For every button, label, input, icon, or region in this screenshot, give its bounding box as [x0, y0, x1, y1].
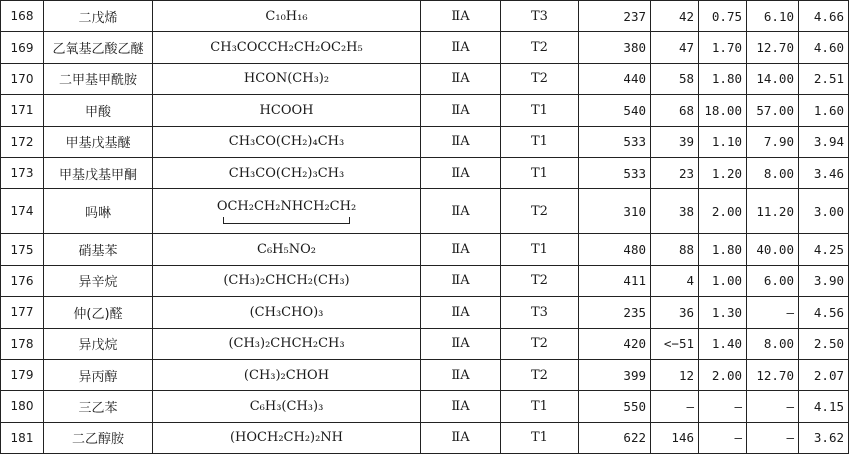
ignition-temperature-cell: 237 — [579, 1, 651, 32]
chemical-formula-cell: (CH₃)₂CHCH₂CH₃ — [153, 328, 421, 359]
vapor-density-cell: 2.51 — [799, 63, 849, 94]
table-row — [1, 328, 849, 359]
explosion-class-cell: ⅡA — [421, 1, 501, 32]
chemical-formula-cell: C₁₀H₁₆ — [153, 1, 421, 32]
flash-point-cell: 146 — [651, 422, 699, 453]
temperature-group-cell: T1 — [501, 422, 579, 453]
chemical-formula-cell: (CH₃)₂CHOH — [153, 359, 421, 390]
lower-explosive-limit-cell: 1.80 — [699, 234, 747, 265]
vapor-density-cell: 4.25 — [799, 234, 849, 265]
vapor-density-cell: 2.07 — [799, 359, 849, 390]
temperature-group-cell: T1 — [501, 126, 579, 157]
temperature-group-cell: T1 — [501, 157, 579, 188]
table-row — [1, 157, 849, 188]
table-row — [1, 189, 849, 234]
flash-point-cell: 58 — [651, 63, 699, 94]
upper-explosive-limit-cell: 6.00 — [747, 265, 799, 296]
temperature-group-cell: T2 — [501, 359, 579, 390]
vapor-density-cell: 3.46 — [799, 157, 849, 188]
chemical-formula-cell: C₆H₃(CH₃)₃ — [153, 391, 421, 422]
lower-explosive-limit-cell: 0.75 — [699, 1, 747, 32]
row-number-cell: 171 — [1, 95, 44, 126]
vapor-density-cell: 3.00 — [799, 189, 849, 234]
vapor-density-cell: 2.50 — [799, 328, 849, 359]
temperature-group-cell: T3 — [501, 297, 579, 328]
substance-name-cell: 异辛烷 — [44, 265, 153, 296]
table-row — [1, 297, 849, 328]
upper-explosive-limit-cell: 11.20 — [747, 189, 799, 234]
upper-explosive-limit-cell: 40.00 — [747, 234, 799, 265]
ring-formula — [217, 199, 356, 224]
flash-point-cell: 42 — [651, 1, 699, 32]
explosion-class-cell: ⅡA — [421, 297, 501, 328]
substance-name-cell: 异戊烷 — [44, 328, 153, 359]
substance-name-cell: 吗啉 — [44, 189, 153, 234]
row-number-cell: 181 — [1, 422, 44, 453]
flash-point-cell: 68 — [651, 95, 699, 126]
flash-point-cell: <−51 — [651, 328, 699, 359]
explosion-class-cell: ⅡA — [421, 391, 501, 422]
ring-bond-bracket — [223, 217, 350, 224]
lower-explosive-limit-cell: — — [699, 391, 747, 422]
table-row — [1, 1, 849, 32]
substance-name-cell: 甲基戊基甲酮 — [44, 157, 153, 188]
flash-point-cell: 47 — [651, 32, 699, 63]
lower-explosive-limit-cell: 1.10 — [699, 126, 747, 157]
vapor-density-cell: 4.66 — [799, 1, 849, 32]
chemical-formula-cell: (CH₃CHO)₃ — [153, 297, 421, 328]
ignition-temperature-cell: 399 — [579, 359, 651, 390]
flash-point-cell: 12 — [651, 359, 699, 390]
row-number-cell: 178 — [1, 328, 44, 359]
ignition-temperature-cell: 540 — [579, 95, 651, 126]
ignition-temperature-cell: 411 — [579, 265, 651, 296]
table-row — [1, 32, 849, 63]
row-number-cell: 176 — [1, 265, 44, 296]
explosion-class-cell: ⅡA — [421, 95, 501, 126]
row-number-cell: 168 — [1, 1, 44, 32]
upper-explosive-limit-cell: 6.10 — [747, 1, 799, 32]
ignition-temperature-cell: 622 — [579, 422, 651, 453]
ignition-temperature-cell: 380 — [579, 32, 651, 63]
explosion-class-cell: ⅡA — [421, 126, 501, 157]
row-number-cell: 179 — [1, 359, 44, 390]
table-row — [1, 126, 849, 157]
flash-point-cell: 36 — [651, 297, 699, 328]
chemical-formula-cell: CH₃CO(CH₂)₄CH₃ — [153, 126, 421, 157]
lower-explosive-limit-cell: 1.00 — [699, 265, 747, 296]
flash-point-cell: 38 — [651, 189, 699, 234]
ignition-temperature-cell: 480 — [579, 234, 651, 265]
chemical-formula-cell: HCON(CH₃)₂ — [153, 63, 421, 94]
table-row — [1, 391, 849, 422]
substance-name-cell: 异丙醇 — [44, 359, 153, 390]
chemical-formula-cell: HCOOH — [153, 95, 421, 126]
row-number-cell: 180 — [1, 391, 44, 422]
table-row — [1, 359, 849, 390]
lower-explosive-limit-cell: 1.40 — [699, 328, 747, 359]
vapor-density-cell: 3.90 — [799, 265, 849, 296]
vapor-density-cell: 4.56 — [799, 297, 849, 328]
substance-name-cell: 硝基苯 — [44, 234, 153, 265]
explosion-class-cell: ⅡA — [421, 265, 501, 296]
row-number-cell: 175 — [1, 234, 44, 265]
upper-explosive-limit-cell: 12.70 — [747, 359, 799, 390]
flash-point-cell: 88 — [651, 234, 699, 265]
lower-explosive-limit-cell: 2.00 — [699, 359, 747, 390]
table-row — [1, 422, 849, 453]
temperature-group-cell: T2 — [501, 32, 579, 63]
lower-explosive-limit-cell: 1.20 — [699, 157, 747, 188]
upper-explosive-limit-cell: 8.00 — [747, 328, 799, 359]
chemical-formula-cell — [153, 189, 421, 234]
table-row — [1, 234, 849, 265]
ignition-temperature-cell: 420 — [579, 328, 651, 359]
upper-explosive-limit-cell: 12.70 — [747, 32, 799, 63]
table-body — [1, 1, 849, 454]
vapor-density-cell: 4.15 — [799, 391, 849, 422]
row-number-cell: 173 — [1, 157, 44, 188]
chemical-formula-cell: (CH₃)₂CHCH₂(CH₃) — [153, 265, 421, 296]
substance-name-cell: 二戊烯 — [44, 1, 153, 32]
temperature-group-cell: T2 — [501, 328, 579, 359]
table-row — [1, 265, 849, 296]
temperature-group-cell: T1 — [501, 391, 579, 422]
lower-explosive-limit-cell: — — [699, 422, 747, 453]
upper-explosive-limit-cell: — — [747, 391, 799, 422]
ignition-temperature-cell: 440 — [579, 63, 651, 94]
vapor-density-cell: 3.62 — [799, 422, 849, 453]
substance-name-cell: 甲酸 — [44, 95, 153, 126]
explosion-class-cell: ⅡA — [421, 328, 501, 359]
ignition-temperature-cell: 550 — [579, 391, 651, 422]
explosion-class-cell: ⅡA — [421, 422, 501, 453]
explosion-class-cell: ⅡA — [421, 157, 501, 188]
chemical-formula-cell: CH₃CO(CH₂)₃CH₃ — [153, 157, 421, 188]
chemical-formula-cell: C₆H₅NO₂ — [153, 234, 421, 265]
row-number-cell: 174 — [1, 189, 44, 234]
temperature-group-cell: T2 — [501, 189, 579, 234]
substance-name-cell: 二乙醇胺 — [44, 422, 153, 453]
vapor-density-cell: 3.94 — [799, 126, 849, 157]
temperature-group-cell: T1 — [501, 95, 579, 126]
upper-explosive-limit-cell: — — [747, 422, 799, 453]
upper-explosive-limit-cell: 14.00 — [747, 63, 799, 94]
ignition-temperature-cell: 235 — [579, 297, 651, 328]
upper-explosive-limit-cell: 8.00 — [747, 157, 799, 188]
flash-point-cell: 23 — [651, 157, 699, 188]
ignition-temperature-cell: 533 — [579, 157, 651, 188]
row-number-cell: 170 — [1, 63, 44, 94]
row-number-cell: 177 — [1, 297, 44, 328]
temperature-group-cell: T2 — [501, 265, 579, 296]
temperature-group-cell: T2 — [501, 63, 579, 94]
ignition-temperature-cell: 310 — [579, 189, 651, 234]
substance-name-cell: 三乙苯 — [44, 391, 153, 422]
vapor-density-cell: 1.60 — [799, 95, 849, 126]
table-row — [1, 95, 849, 126]
chemical-formula-cell: (HOCH₂CH₂)₂NH — [153, 422, 421, 453]
explosion-class-cell: ⅡA — [421, 234, 501, 265]
lower-explosive-limit-cell: 1.80 — [699, 63, 747, 94]
ignition-temperature-cell: 533 — [579, 126, 651, 157]
flash-point-cell: 4 — [651, 265, 699, 296]
row-number-cell: 172 — [1, 126, 44, 157]
temperature-group-cell: T3 — [501, 1, 579, 32]
formula-text: OCH₂CH₂NHCH₂CH₂ — [216, 198, 357, 214]
lower-explosive-limit-cell: 1.70 — [699, 32, 747, 63]
substance-name-cell: 二甲基甲酰胺 — [44, 63, 153, 94]
lower-explosive-limit-cell: 18.00 — [699, 95, 747, 126]
row-number-cell: 169 — [1, 32, 44, 63]
upper-explosive-limit-cell: 57.00 — [747, 95, 799, 126]
chemical-formula-cell: CH₃COCCH₂CH₂OC₂H₅ — [153, 32, 421, 63]
explosion-class-cell: ⅡA — [421, 63, 501, 94]
lower-explosive-limit-cell: 1.30 — [699, 297, 747, 328]
upper-explosive-limit-cell: 7.90 — [747, 126, 799, 157]
substance-name-cell: 乙氧基乙酸乙醚 — [44, 32, 153, 63]
temperature-group-cell: T1 — [501, 234, 579, 265]
explosion-class-cell: ⅡA — [421, 32, 501, 63]
upper-explosive-limit-cell: — — [747, 297, 799, 328]
explosion-class-cell: ⅡA — [421, 189, 501, 234]
flash-point-cell: 39 — [651, 126, 699, 157]
lower-explosive-limit-cell: 2.00 — [699, 189, 747, 234]
explosion-class-cell: ⅡA — [421, 359, 501, 390]
vapor-density-cell: 4.60 — [799, 32, 849, 63]
flash-point-cell: — — [651, 391, 699, 422]
substance-name-cell: 仲(乙)醛 — [44, 297, 153, 328]
substance-name-cell: 甲基戊基醚 — [44, 126, 153, 157]
table-row — [1, 63, 849, 94]
